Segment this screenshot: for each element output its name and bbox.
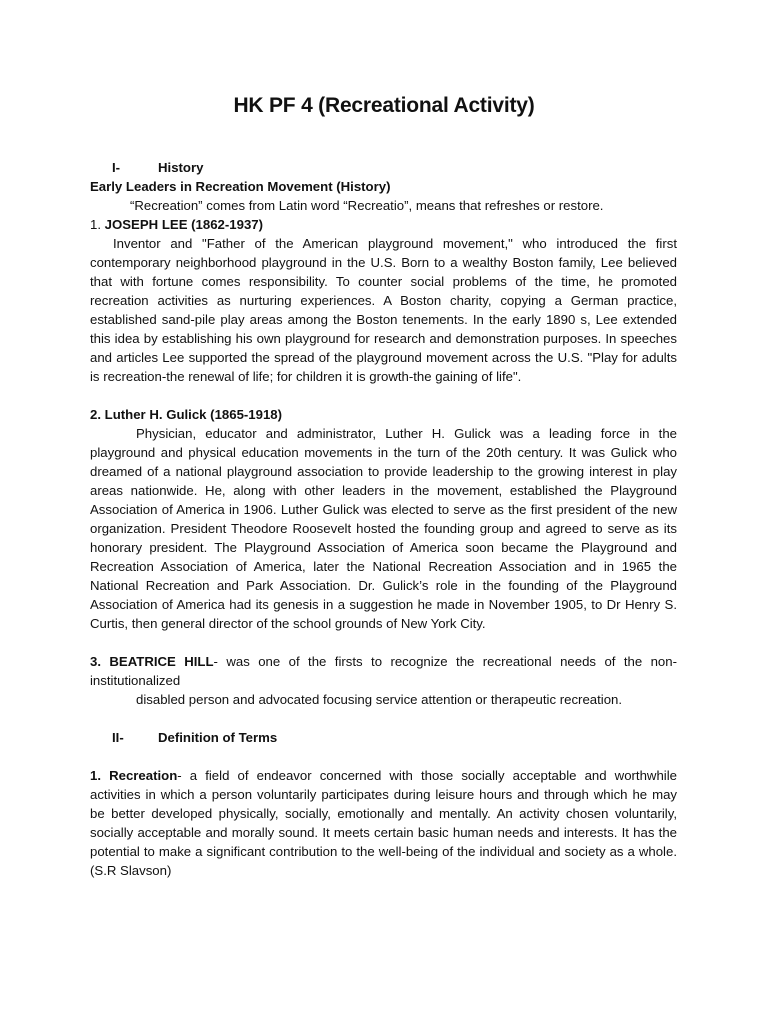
recreation-term: 1. Recreation [90, 768, 178, 783]
section-label: History [158, 160, 204, 175]
gulick-paragraph: Physician, educator and administrator, Luther H. Gulick was a leading force in the playground and physical education movements in the turn of the 20th century. It was Gulick who dreamed of a national playground association to provide leadership to the growing interest in play areas nationwide. He, along with other leaders in the movement, established the Playground Association of America in 1906. Luther Gulick was elected to serve as the first president of the new organization. President Theodore Roosevelt hosted the founding group and agreed to serve as its honorary president. The Playground Association of America soon became the Playground and Recreation Association of America, later the National Recreation Association and in 1965 the National Recreation and Park Association. Dr. Gulick’s role in the founding of the Playground Association of America had its genesis in a suggestion he made in November 1905, to Dr Henry S. Curtis, then general director of the school grounds of New York City. [90, 426, 677, 631]
section-label: Definition of Terms [158, 730, 278, 745]
section-number: II- [112, 730, 124, 745]
recreation-definition-text: - a field of endeavor concerned with those socially acceptable and worthwhile activities in which a person voluntarily participates during leisure hours and through which he may be better developed physically, socially, emotionally and mentally. An activity chosen voluntarily, socially acceptable and morally sound. It meets certain basic human needs and interests. It has the potential to make a significant contribution to the well-being of the individual and society as a whole. (S.R Slavson) [90, 768, 677, 878]
hill-name: 3. BEATRICE HILL [90, 654, 214, 669]
document-body [90, 158, 677, 880]
section-number: I- [112, 160, 121, 175]
section-heading-history [112, 158, 677, 177]
subheading-early-leaders: Early Leaders in Recreation Movement (History) [90, 179, 391, 194]
recreation-origin-text: “Recreation” comes from Latin word “Recreatio”, means that refreshes or restore. [130, 198, 604, 213]
hill-text: - was one of the firsts to recognize the recreational needs of the non-institutionalized [90, 654, 677, 688]
recreation-definition [90, 766, 677, 880]
page-title: HK PF 4 (Recreational Activity) [233, 94, 535, 117]
gulick-heading: 2. Luther H. Gulick (1865-1918) [90, 407, 283, 422]
hill-paragraph [90, 652, 677, 690]
lee-number: 1. [90, 217, 105, 232]
lee-paragraph: Inventor and "Father of the American playground movement," who introduced the first contemporary neighborhood playground in the U.S. Born to a wealthy Boston family, Lee believed that with fortune comes responsibility. To counter social problems of the time, he promoted recreation activities as nurturing experiences. A Boston charity, copying a German practice, established sand-pile play areas among the Boston tenements. In the early 1890 s, Lee extended this idea by establishing his own playground for research and demonstration purposes. In speeches and articles Lee supported the spread of the playground movement across the U.S. "Play for adults is recreation-the renewal of life; for children it is growth-the gaining of life". [90, 236, 677, 384]
hill-continuation: disabled person and advocated focusing service attention or therapeutic recreation. [136, 692, 623, 707]
lee-name: JOSEPH LEE (1862-1937) [104, 217, 263, 232]
lee-heading [90, 215, 677, 234]
section-heading-definitions [112, 728, 677, 747]
